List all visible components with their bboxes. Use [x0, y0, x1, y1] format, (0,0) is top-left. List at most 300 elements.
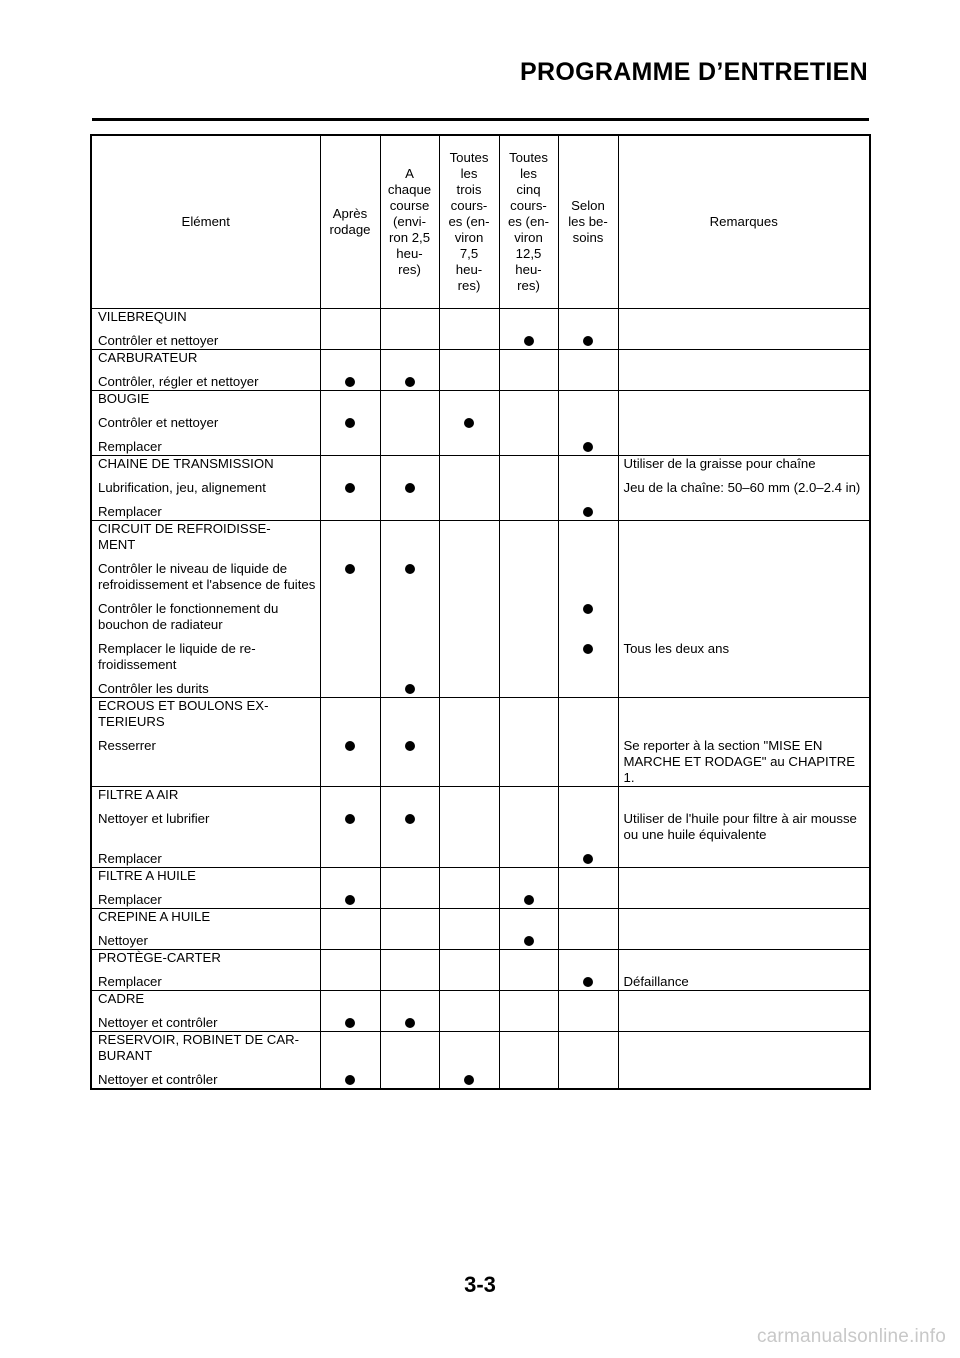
interval-cell — [499, 950, 558, 991]
watermark: carmanualsonline.info — [756, 1326, 946, 1347]
row-spacer — [559, 950, 618, 966]
group-title: FILTRE A HUILE — [98, 868, 196, 883]
element-cell — [91, 350, 320, 391]
row-spacer — [559, 787, 618, 803]
mark-slot — [321, 851, 380, 867]
row-spacer — [440, 1032, 499, 1064]
remarks-cell — [618, 309, 870, 350]
interval-cell — [380, 868, 439, 909]
mark-slot — [559, 641, 618, 673]
bullet-mark — [583, 977, 593, 987]
interval-cell — [439, 309, 499, 350]
element-cell — [91, 698, 320, 787]
mark-slot — [500, 641, 558, 673]
mark-slot — [440, 504, 499, 520]
interval-cell — [439, 787, 499, 868]
mark-slot — [440, 374, 499, 390]
bullet-mark — [524, 895, 534, 905]
row-spacer — [381, 1032, 439, 1064]
remark-text — [619, 1072, 870, 1088]
interval-cell — [439, 698, 499, 787]
remark-text — [619, 868, 870, 884]
bullet-mark — [405, 564, 415, 574]
mark-slot — [559, 439, 618, 455]
bullet-mark — [524, 936, 534, 946]
interval-cell — [320, 698, 380, 787]
row-spacer — [500, 909, 558, 925]
mark-slot — [321, 504, 380, 520]
remark-text — [619, 681, 870, 697]
interval-cell — [380, 521, 439, 698]
mark-slot — [321, 641, 380, 673]
mark-slot — [321, 333, 380, 349]
mark-slot — [321, 1015, 380, 1031]
table-row — [91, 909, 870, 950]
interval-cell — [499, 698, 558, 787]
interval-cell — [439, 391, 499, 456]
remark-text — [619, 350, 870, 366]
mark-slot — [500, 333, 558, 349]
row-spacer — [321, 521, 380, 553]
interval-cell — [558, 868, 618, 909]
interval-cell — [380, 698, 439, 787]
item-label: Contrôler, régler et nettoyer — [98, 374, 259, 389]
mark-slot — [500, 1072, 558, 1088]
element-cell — [91, 950, 320, 991]
table-row — [91, 868, 870, 909]
bullet-mark — [405, 684, 415, 694]
interval-cell — [320, 309, 380, 350]
mark-slot — [440, 601, 499, 633]
mark-slot — [381, 641, 439, 673]
mark-slot — [381, 811, 439, 843]
interval-cell — [320, 868, 380, 909]
bullet-mark — [405, 377, 415, 387]
item-label: Contrôler et nettoyer — [98, 333, 219, 348]
mark-slot — [440, 1072, 499, 1088]
row-spacer — [500, 868, 558, 884]
mark-slot — [559, 561, 618, 593]
remarks-cell — [618, 1032, 870, 1090]
mark-slot — [381, 1072, 439, 1088]
mark-slot — [559, 601, 618, 633]
bullet-mark — [583, 336, 593, 346]
row-spacer — [440, 521, 499, 553]
row-spacer — [500, 391, 558, 407]
row-spacer — [500, 521, 558, 553]
mark-slot — [381, 504, 439, 520]
mark-slot — [321, 601, 380, 633]
interval-cell — [320, 991, 380, 1032]
mark-slot — [559, 974, 618, 990]
col-header-remarks: Remarques — [618, 135, 870, 309]
item-label: Remplacer — [98, 439, 162, 454]
row-spacer — [440, 350, 499, 366]
remarks-cell — [618, 909, 870, 950]
header-row — [91, 135, 870, 309]
row-spacer — [559, 868, 618, 884]
mark-slot — [381, 681, 439, 697]
mark-slot — [440, 641, 499, 673]
item-label: Resserrer — [98, 738, 156, 753]
mark-slot — [500, 561, 558, 593]
row-spacer — [440, 991, 499, 1007]
interval-cell — [558, 1032, 618, 1090]
group-title: BOUGIE — [98, 391, 150, 406]
item-label: Nettoyer — [98, 933, 148, 948]
interval-cell — [558, 698, 618, 787]
bullet-mark — [345, 895, 355, 905]
row-spacer — [559, 309, 618, 325]
mark-slot — [440, 933, 499, 949]
col-header-every-third-race: Toutes les trois cours- es (en- viron 7,5 heu- res) — [439, 135, 499, 309]
element-cell — [91, 309, 320, 350]
row-spacer — [381, 456, 439, 472]
mark-slot — [440, 892, 499, 908]
mark-slot — [321, 974, 380, 990]
table-row — [91, 391, 870, 456]
table-row — [91, 787, 870, 868]
maintenance-schedule-table — [90, 134, 871, 1090]
mark-slot — [440, 480, 499, 496]
page-number: 3-3 — [464, 1272, 496, 1297]
table-row — [91, 521, 870, 698]
interval-cell — [380, 991, 439, 1032]
remark-text — [619, 309, 870, 325]
mark-slot — [440, 681, 499, 697]
row-spacer — [500, 350, 558, 366]
group-title: VILEBREQUIN — [98, 309, 187, 324]
remarks-cell — [618, 950, 870, 991]
bullet-mark — [583, 442, 593, 452]
bullet-mark — [345, 814, 355, 824]
table-row — [91, 698, 870, 787]
interval-cell — [439, 1032, 499, 1090]
mark-slot — [559, 933, 618, 949]
row-spacer — [381, 950, 439, 966]
table-row — [91, 1032, 870, 1090]
row-spacer — [440, 309, 499, 325]
mark-slot — [321, 1072, 380, 1088]
remark-text — [619, 698, 870, 730]
interval-cell — [499, 391, 558, 456]
item-label: Remplacer — [98, 892, 162, 907]
row-spacer — [559, 698, 618, 730]
row-spacer — [500, 787, 558, 803]
table-row — [91, 991, 870, 1032]
bullet-mark — [405, 741, 415, 751]
row-spacer — [559, 391, 618, 407]
item-label: Nettoyer et contrôler — [98, 1072, 218, 1087]
remarks-cell — [618, 456, 870, 521]
group-title: CHAINE DE TRANSMISSION — [98, 456, 274, 471]
row-spacer — [559, 1032, 618, 1064]
row-spacer — [500, 698, 558, 730]
interval-cell — [499, 787, 558, 868]
element-cell — [91, 868, 320, 909]
remark-text: Défaillance — [623, 974, 689, 989]
row-spacer — [381, 350, 439, 366]
mark-slot — [381, 374, 439, 390]
item-label: Nettoyer et contrôler — [98, 1015, 218, 1030]
interval-cell — [439, 991, 499, 1032]
interval-cell — [439, 350, 499, 391]
interval-cell — [558, 950, 618, 991]
mark-slot — [559, 1072, 618, 1088]
item-label: Remplacer — [98, 504, 162, 519]
interval-cell — [499, 350, 558, 391]
remark-text — [619, 504, 870, 520]
mark-slot — [440, 811, 499, 843]
row-spacer — [500, 1032, 558, 1064]
mark-slot — [321, 738, 380, 786]
interval-cell — [558, 787, 618, 868]
remark-text — [619, 601, 870, 633]
row-spacer — [440, 950, 499, 966]
interval-cell — [499, 991, 558, 1032]
interval-cell — [320, 350, 380, 391]
interval-cell — [499, 456, 558, 521]
remark-text — [619, 933, 870, 949]
col-header-element: Elément — [91, 135, 320, 309]
bullet-mark — [583, 507, 593, 517]
bullet-mark — [345, 1018, 355, 1028]
mark-slot — [440, 333, 499, 349]
bullet-mark — [405, 483, 415, 493]
mark-slot — [500, 439, 558, 455]
remark-text — [619, 391, 870, 407]
bullet-mark — [345, 377, 355, 387]
row-spacer — [381, 521, 439, 553]
mark-slot — [381, 1015, 439, 1031]
col-header-every-race: A chaque course (envi- ron 2,5 heu- res) — [380, 135, 439, 309]
interval-cell — [380, 787, 439, 868]
row-spacer — [440, 698, 499, 730]
interval-cell — [320, 950, 380, 991]
row-spacer — [321, 698, 380, 730]
mark-slot — [381, 480, 439, 496]
item-label: Remplacer — [98, 851, 162, 866]
remark-text — [619, 787, 870, 803]
remarks-cell — [618, 521, 870, 698]
remarks-cell — [618, 391, 870, 456]
item-label: Contrôler le fonctionnement du bouchon de radiateur — [98, 601, 279, 632]
mark-slot — [381, 601, 439, 633]
mark-slot — [500, 1015, 558, 1031]
interval-cell — [380, 1032, 439, 1090]
col-header-after-break-in: Après rodage — [320, 135, 380, 309]
item-label: Lubrification, jeu, alignement — [98, 480, 266, 495]
mark-slot — [559, 333, 618, 349]
interval-cell — [499, 521, 558, 698]
interval-cell — [558, 350, 618, 391]
row-spacer — [559, 909, 618, 925]
remark-text — [619, 1032, 870, 1064]
interval-cell — [380, 950, 439, 991]
remark-text: Utiliser de l'huile pour filtre à air mousse ou une huile équivalente — [623, 811, 857, 842]
table-row — [91, 309, 870, 350]
interval-cell — [499, 909, 558, 950]
table-row — [91, 350, 870, 391]
mark-slot — [440, 439, 499, 455]
bullet-mark — [405, 814, 415, 824]
row-spacer — [381, 391, 439, 407]
mark-slot — [440, 738, 499, 786]
mark-slot — [500, 374, 558, 390]
bullet-mark — [464, 418, 474, 428]
group-title: RESERVOIR, ROBINET DE CAR- BURANT — [98, 1032, 300, 1063]
bullet-mark — [583, 604, 593, 614]
col-header-as-required: Selon les be- soins — [558, 135, 618, 309]
item-label: Remplacer le liquide de re- froidissement — [98, 641, 256, 672]
mark-slot — [321, 933, 380, 949]
mark-slot — [500, 415, 558, 431]
row-spacer — [381, 787, 439, 803]
bullet-mark — [583, 644, 593, 654]
row-spacer — [500, 309, 558, 325]
interval-cell — [558, 309, 618, 350]
mark-slot — [559, 480, 618, 496]
row-spacer — [321, 309, 380, 325]
group-title: CIRCUIT DE REFROIDISSE- MENT — [98, 521, 271, 552]
interval-cell — [499, 309, 558, 350]
mark-slot — [381, 738, 439, 786]
row-spacer — [381, 698, 439, 730]
item-label: Contrôler le niveau de liquide de refroidissement et l'absence de fuites — [98, 561, 316, 592]
interval-cell — [558, 991, 618, 1032]
interval-cell — [320, 1032, 380, 1090]
row-spacer — [321, 456, 380, 472]
mark-slot — [559, 374, 618, 390]
title-rule — [92, 118, 869, 121]
remark-text — [619, 439, 870, 455]
remark-text: Tous les deux ans — [623, 641, 730, 656]
mark-slot — [559, 1015, 618, 1031]
mark-slot — [440, 851, 499, 867]
row-spacer — [559, 991, 618, 1007]
mark-slot — [500, 811, 558, 843]
remark-text — [619, 415, 870, 431]
interval-cell — [320, 787, 380, 868]
remark-text — [619, 892, 870, 908]
row-spacer — [440, 391, 499, 407]
mark-slot — [559, 415, 618, 431]
bullet-mark — [405, 1018, 415, 1028]
mark-slot — [440, 974, 499, 990]
mark-slot — [321, 811, 380, 843]
interval-cell — [439, 868, 499, 909]
mark-slot — [381, 415, 439, 431]
remarks-cell — [618, 991, 870, 1032]
interval-cell — [439, 521, 499, 698]
group-title: CREPINE A HUILE — [98, 909, 211, 924]
bullet-mark — [345, 418, 355, 428]
remarks-cell — [618, 868, 870, 909]
interval-cell — [439, 950, 499, 991]
row-spacer — [381, 909, 439, 925]
row-spacer — [321, 868, 380, 884]
group-title: FILTRE A AIR — [98, 787, 179, 802]
remark-text — [619, 374, 870, 390]
mark-slot — [321, 439, 380, 455]
row-spacer — [500, 456, 558, 472]
mark-slot — [321, 681, 380, 697]
bullet-mark — [524, 336, 534, 346]
col-header-every-fifth-race: Toutes les cinq cours- es (en- viron 12,5 heu- res) — [499, 135, 558, 309]
remark-text: Jeu de la chaîne: 50–60 mm (2.0–2.4 in) — [623, 480, 861, 495]
row-spacer — [440, 456, 499, 472]
mark-slot — [440, 415, 499, 431]
bullet-mark — [464, 1075, 474, 1085]
mark-slot — [500, 738, 558, 786]
mark-slot — [559, 892, 618, 908]
row-spacer — [559, 521, 618, 553]
row-spacer — [381, 868, 439, 884]
row-spacer — [440, 787, 499, 803]
mark-slot — [381, 851, 439, 867]
item-label: Contrôler et nettoyer — [98, 415, 219, 430]
remarks-cell — [618, 350, 870, 391]
remark-text — [619, 561, 870, 593]
bullet-mark — [345, 1075, 355, 1085]
mark-slot — [321, 480, 380, 496]
mark-slot — [559, 738, 618, 786]
element-cell — [91, 991, 320, 1032]
element-cell — [91, 909, 320, 950]
element-cell — [91, 521, 320, 698]
mark-slot — [321, 892, 380, 908]
mark-slot — [381, 561, 439, 593]
row-spacer — [321, 1032, 380, 1064]
mark-slot — [321, 374, 380, 390]
interval-cell — [499, 1032, 558, 1090]
interval-cell — [320, 391, 380, 456]
row-spacer — [321, 950, 380, 966]
mark-slot — [500, 933, 558, 949]
mark-slot — [321, 415, 380, 431]
remark-text — [619, 333, 870, 349]
remark-text: Se reporter à la section "MISE EN MARCHE ET RODAGE" au CHAPITRE 1. — [623, 738, 856, 785]
interval-cell — [439, 456, 499, 521]
interval-cell — [380, 391, 439, 456]
interval-cell — [380, 350, 439, 391]
mark-slot — [440, 561, 499, 593]
row-spacer — [321, 391, 380, 407]
row-spacer — [500, 950, 558, 966]
mark-slot — [381, 933, 439, 949]
element-cell — [91, 456, 320, 521]
bullet-mark — [345, 483, 355, 493]
element-cell — [91, 787, 320, 868]
mark-slot — [559, 504, 618, 520]
group-title: PROTÈGE-CARTER — [98, 950, 221, 965]
mark-slot — [440, 1015, 499, 1031]
remark-text — [619, 991, 870, 1007]
bullet-mark — [583, 854, 593, 864]
interval-cell — [380, 909, 439, 950]
row-spacer — [500, 991, 558, 1007]
row-spacer — [321, 909, 380, 925]
row-spacer — [381, 991, 439, 1007]
interval-cell — [380, 309, 439, 350]
interval-cell — [320, 909, 380, 950]
mark-slot — [559, 681, 618, 697]
interval-cell — [558, 909, 618, 950]
group-title: CADRE — [98, 991, 145, 1006]
mark-slot — [381, 974, 439, 990]
remarks-cell — [618, 787, 870, 868]
interval-cell — [439, 909, 499, 950]
